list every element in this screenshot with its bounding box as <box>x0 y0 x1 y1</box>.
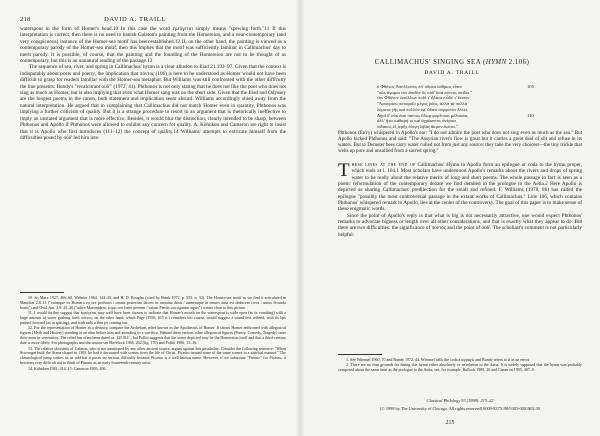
footnote: 13. The relative obscurity of Galaton, who is not mentioned by any other ancient source, argues against this possibility. Consider the following sentence: "When Scrovegni built the Arena chapel in 1305, he had it decorated with scenes from the life of Christ. Picasso treated some of the same scenes in a satirical manner." The chronological jump strikes us as odd but it poses no serious difficulty because Picasso is a well-known name. However, if we substitute "Pinario" for Picasso, it becomes very difficult not to think of Pinario as an early fourteenth-century artist. <box>20 345 286 366</box>
line-number: 105 <box>527 84 534 89</box>
opening-paragraph <box>338 162 582 213</box>
footnote: 11. I would further suggest that ἐρεύγεται may well have been chosen to indicate that Homer's mouth on the waterspout is wide open (as in vomiting) with a large amount of water gushing forth πόντος, on the other hand, which Page (1950, 615 n.) considers too coarse, would suggest a sound less refined, with its lips pushed forward (as in spitting), and with only a thin jet coming out. <box>20 310 286 326</box>
left-paragraph: The sequence of sea, river, and spring in Callimachus' hymn is a clear allusion to Iliad 21.193–97. Given that the context is indisputably about poets and poetry, the implication that πόντος (106) is here to be understood as Homer would not have been difficult to grasp for readers familiar with the Homer-sea metaphor. But Williams was still confronted with the other difficulty the line presents: Bundy's "recalcitrant οὐδ'" (1972, 41). Phthonos is not only stating that he does not like the poet who does not sing as much as Homer, but is also implying that even what Homer sang was on the short side. Given that the Iliad and Odyssey are the longest poems in the canon, both statement and implication seem absurd. Williams accordingly shied away from the natural interpretation. He argued that in complaining that Callimachus did not match Homer even in quantity, Phthonos was implying a further criticism of quality. But it is a strange procedure to resort to an argument that is rhetorically ineffective to imply an unstated argument that is more effective. Besides, it would blur the distinction, clearly intended to be sharp, between Phthonos and Apollo if Phthonos were allowed to exhibit any concern for quality. A. Köhnken and Cameron are right to insist that it is Apollo who first introduces (111–12) the concept of quality.14 Williams' attempts to extricate himself from the difficulties posed by οὐδ' led him into <box>20 64 286 141</box>
drop-cap: T <box>338 160 350 181</box>
journal-citation: Classical Philology 93 (1998): 215–22 <box>426 398 494 403</box>
footnote-rule <box>20 292 64 293</box>
article-title-num: 2.106) <box>506 59 530 66</box>
greek-line: πίδακος ἐξ ἱερῆς ὀλίγη λιβὰς ἄκρον ἄωτον." <box>377 123 459 129</box>
footnote: 14. Köhnken 1981, 414–15; Cameron 1995, 406. <box>28 365 107 371</box>
article-title-ref: HYMN <box>485 59 507 66</box>
article-title-main: CALLIMACHUS' SINGING SEA ( <box>374 59 486 66</box>
greek-line: "Ἀσσυρίου ποταμοῖο μέγας ῥόος, ἀλλὰ τὰ πολλὰ <box>377 101 468 107</box>
opening-paragraph-text: Callimachus' Hymn to Apollo form an epilogue or coda to the hymn proper, which ends at l. 104.1 Most scholars have understood Apollo's remarks about the rivers and drops of spring water to be really about the relative merits of long and short poems. The whole passage in fact is seen as a poetic reformulation of the contemporary debate we find detailed in the prologue to the Aetia.2 Here Apollo is depicted as sharing Callimachus' predilection for the small and refined. F. Williams (1978, 86) has called the epilogue "possibly the most controversial passage in the extant works of Callimachus." Line 106, which contains Phthonos' whispered remark to Apollo, lies at the center of the controversy. The goal of this paper is to make sense of these enigmatic words. <box>338 162 582 213</box>
footnote: 12. For the representation of Homer as a divinity, compare the Archelaus relief known as the Apotheosis of Homer. It shows Homer enthroned with allegorical figures (Myth and History) standing at an altar before him and attending to a sacrifice. Behind them various other allegorical figures (Poetry, Comedy, Tragedy) raise their arms in veneration. The relief has often been dated ca. 125 B.C., but Pollitt suggests that the scene depicted may be the Homereion itself and that a third-century date is more likely. For photographs and discussion see Havelock 1968, 202 (fig. 170) and Pollitt 1986, 15–16. <box>20 325 286 346</box>
greek-line: λύματα γῆς καὶ πολλὸν ἐφ' ὕδατι συρφετὸν ἕλκει. <box>377 106 469 112</box>
left-running-head-author: DAVID A. TRAILL <box>104 16 167 23</box>
right-footnotes <box>338 358 582 374</box>
left-paragraph: waterspout in the form of Homer's head.10 In this case the word ἐρεύγεται simply means "spewing forth."11 If this interpretation is correct, then there is no need to banish Galaton's painting from the Homereion, and a near-contemporary (and very conspicuous) instance of the Homer-sea motif has been established.12 If, on the other hand, the painting is viewed as a contemporary parody of the Homer-sea motif, then this implies that the motif was sufficiently familiar in Callimachus' day to merit parody. It is possible, of course, that the painting and the founding of the Homereion are not to be thought of as contemporary, but this is an unnatural reading of the passage.13 <box>20 26 286 65</box>
opening-small-caps: hese lines at the end of <box>351 162 416 168</box>
greek-line: Δηοῖ δ' οὐκ ἀπὸ παντὸς ὕδωρ φορέουσι μέλισσαι, 110 <box>377 112 534 118</box>
line-number: 110 <box>527 112 534 118</box>
left-footnotes <box>20 296 286 372</box>
greek-line: "οὐκ ἄγαμαι τὸν ἀοιδὸν ὃς οὐδ' ὅσα πόντος ἀείδει." <box>377 89 473 95</box>
copyright-line: [© 1998 by The University of Chicago. All rights reserved] 0009-837X/98/9303-0001$02.00 <box>380 406 540 411</box>
article-author: DAVID A. TRAILL <box>424 70 480 76</box>
right-page <box>300 0 600 436</box>
greek-quotation <box>377 84 534 130</box>
left-page-number: 218 <box>20 16 31 23</box>
translation-text: Phthonos (Envy) whispered in Apollo's ear: "I do not admire the poet who does not sing even as much as the sea." But Apollo kicked Phthonos and said: "The Assyrian river's flow is great but it carries a great deal of silt and refuse in its waters. But to Demeter bees carry water culled not from just any source; they take the very choicest—the tiny trickle that wells up pure and unsullied from a sacred spring." <box>338 131 582 155</box>
greek-line: ὁ Φθόνος Ἀπόλλωνος ἐπ' οὔατα λάθριος εἶπεν 105 <box>377 84 534 89</box>
right-paragraph: Since the point of Apollo's reply is that what is big is not necessarily attractive, one would expect Phthonos' remarks to advocate bigness or length over all other considerations, and that is exactly what they appear to do. But there are two difficulties: the significance of πόντος and the point of οὐδ'. The scholiast's comment is not particularly helpful: <box>338 212 582 238</box>
footnote: 10. So Marx 1927, 466–68, Webster 1964, 144–45, and H. D. Bouglas (cited by Brink 1972, p. 555, n. 32). The Homer-sea motif as we find it articulated in Manilius 2.8–11 ("cuiusque ex Homero ex ore profusos / omnis posteritas latices in carmina duxit / amnemque in tenues ausa est deducere rivos / unius fecunda bonis") and Ovid Am. 3.9. 25–26 ("adice Maeonidem, a quo ceu fonte perenni / vatum Pieriis ora rigantur aquis") comes close to this picture. <box>20 295 286 310</box>
right-page-number: 215 <box>445 420 455 426</box>
right-body-text <box>338 162 582 238</box>
greek-line: ἀλλ' ἥτις καθαρή τε καὶ ἀχράαντος ἀνέρπει <box>377 118 457 124</box>
left-body-text <box>20 26 286 141</box>
footnote: 2. There are no firm grounds for dating this hymn either absolutely or in relation to the Aetia. It is widely supposed that the hymn was probably composed about the same time as the prologue to the Aetia; see, for example, Bulloch 1989, 20 and Cameron 1995, 407–9. <box>338 362 582 373</box>
book-gutter <box>296 0 304 436</box>
greek-line: τὸν Φθόνον ὡπόλλων ποδί τ' ἤλασεν ὧδέ τ' ἔειπεν· <box>377 95 471 101</box>
footnote: 1. See Wimmel 1960, 70 and Bundy 1972, 44. Wimmel calls the coda a σφραγίς and Bundy refers to it as an envoi. <box>346 357 531 362</box>
footnote-rule <box>338 354 382 355</box>
article-title <box>324 59 580 66</box>
